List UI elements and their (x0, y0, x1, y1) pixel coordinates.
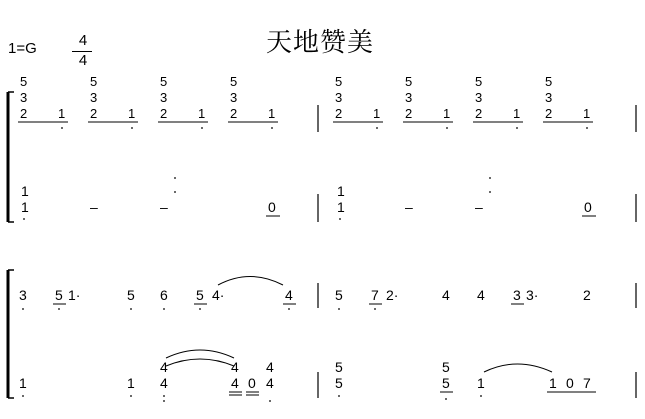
svg-text:1: 1 (549, 375, 557, 391)
chord-note: 3 (475, 90, 483, 105)
svg-text:5: 5 (442, 359, 450, 375)
system-2-lower (19, 350, 596, 402)
svg-text:5: 5 (55, 287, 63, 303)
system-2-upper (19, 277, 591, 310)
chord-note: 2 (230, 106, 238, 121)
chord-note: 5 (545, 74, 553, 89)
svg-text:5: 5 (335, 287, 343, 303)
system-1-lower (21, 177, 596, 220)
chord-note: 5 (475, 74, 483, 89)
key-signature: 1=G (8, 40, 37, 57)
svg-text:3: 3 (513, 287, 521, 303)
chord-note: 3 (160, 90, 168, 105)
chord-note: 5 (335, 74, 343, 89)
chord-note: 3 (90, 90, 98, 105)
octave-dot (61, 127, 63, 129)
note: 1 (337, 199, 345, 215)
octave-dot (516, 127, 518, 129)
chord-note: 2 (545, 106, 553, 121)
svg-text:4: 4 (160, 359, 168, 375)
octave-dot (201, 127, 203, 129)
chord-note: 5 (405, 74, 413, 89)
note: 1 (337, 183, 345, 199)
svg-text:5: 5 (127, 287, 135, 303)
time-signature-bottom: 4 (78, 52, 88, 69)
octave-dot (376, 127, 378, 129)
svg-text:4: 4 (231, 375, 239, 391)
dash: – (405, 199, 413, 215)
dash: – (160, 199, 168, 215)
svg-text:1: 1 (127, 375, 135, 391)
svg-text:2·: 2· (386, 287, 399, 303)
svg-text:4: 4 (266, 359, 274, 375)
svg-text:4: 4 (285, 287, 293, 303)
barlines (318, 105, 636, 398)
chord-note: 2 (405, 106, 413, 121)
chord-note: 5 (20, 74, 28, 89)
chord-note: 3 (335, 90, 343, 105)
svg-text:7: 7 (371, 287, 379, 303)
chord-note: 5 (90, 74, 98, 89)
svg-text:4: 4 (231, 359, 239, 375)
chord-note: 5 (230, 74, 238, 89)
note: 1 (21, 199, 29, 215)
svg-text:1: 1 (19, 375, 27, 391)
note: 1 (443, 106, 451, 121)
octave-dot (271, 127, 273, 129)
svg-text:4·: 4· (212, 287, 225, 303)
chord-note: 2 (335, 106, 343, 121)
chord-note: 2 (475, 106, 483, 121)
note: 1 (268, 106, 276, 121)
svg-text:1: 1 (477, 375, 485, 391)
song-title: 天地赞美 (265, 28, 374, 58)
svg-text:4: 4 (442, 287, 450, 303)
system-1-bracket (8, 92, 14, 222)
note: 1 (21, 183, 29, 199)
dash: – (475, 199, 483, 215)
system-1-upper (18, 74, 593, 129)
chord-note: 2 (20, 106, 28, 121)
svg-text:1·: 1· (68, 287, 81, 303)
svg-text:5: 5 (335, 359, 343, 375)
svg-text:4: 4 (477, 287, 485, 303)
octave-dot (586, 127, 588, 129)
octave-dot (446, 127, 448, 129)
time-signature-top: 4 (78, 32, 88, 49)
svg-text:4: 4 (266, 375, 274, 391)
svg-text:7: 7 (583, 375, 591, 391)
rest: 0 (584, 199, 592, 215)
chord-note: 2 (90, 106, 98, 121)
note: 1 (58, 106, 66, 121)
chord-note: 3 (405, 90, 413, 105)
chord-note: 3 (230, 90, 238, 105)
svg-text:4: 4 (160, 375, 168, 391)
note: 1 (198, 106, 206, 121)
system-2-bracket (8, 270, 14, 398)
chord-note: 5 (160, 74, 168, 89)
svg-text:0: 0 (566, 375, 574, 391)
chord-note: 2 (160, 106, 168, 121)
svg-text:5: 5 (335, 375, 343, 391)
svg-text:3: 3 (19, 287, 27, 303)
dash: – (90, 199, 98, 215)
svg-text:2: 2 (583, 287, 591, 303)
note: 1 (583, 106, 591, 121)
rest: 0 (268, 199, 276, 215)
svg-text:6: 6 (160, 287, 168, 303)
note: 1 (128, 106, 136, 121)
svg-text:3·: 3· (526, 287, 539, 303)
svg-text:5: 5 (442, 375, 450, 391)
svg-text:0: 0 (248, 375, 256, 391)
svg-text:5: 5 (196, 287, 204, 303)
chord-note: 3 (20, 90, 28, 105)
note: 1 (513, 106, 521, 121)
note: 1 (373, 106, 381, 121)
octave-dot (131, 127, 133, 129)
chord-note: 3 (545, 90, 553, 105)
